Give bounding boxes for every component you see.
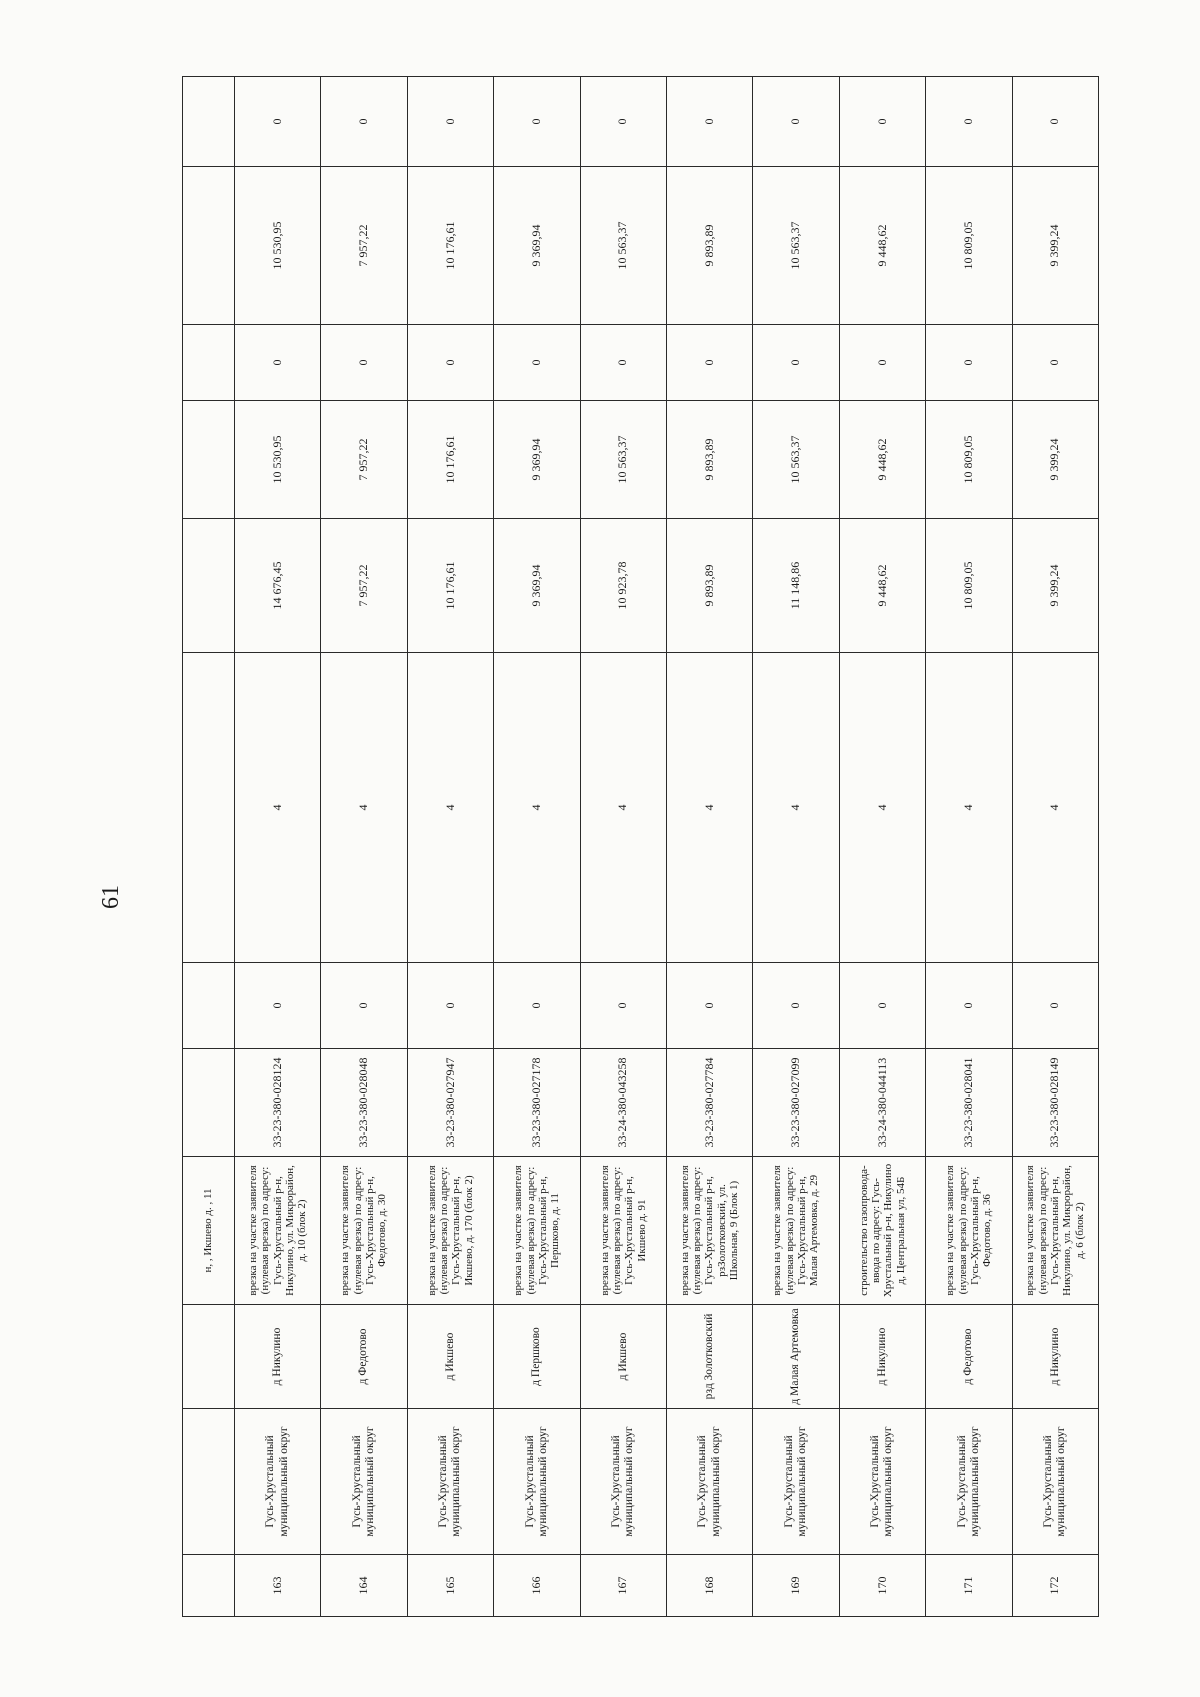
cadastral-code-cell: 33-23-380-027947 (407, 1049, 493, 1157)
value-col6-cell: 9 448,62 (839, 167, 925, 325)
municipality-cell: Гусь-Хрустальный муниципальный округ (839, 1409, 925, 1555)
top-row-cell (183, 1555, 235, 1617)
table-row (666, 77, 752, 1617)
value-col5-cell: 0 (926, 325, 1012, 401)
description-cell: строительство газопровода-ввода по адресу: Гусь-Хрустальный р-н, Никулино д, Центральная ул, 54Б (839, 1157, 925, 1305)
row-number: 169 (753, 1555, 839, 1617)
value-col4-cell: 10 530,95 (235, 401, 321, 519)
value-col5-cell: 0 (494, 325, 580, 401)
value-col3-cell: 10 176,61 (407, 519, 493, 653)
value-col3-cell: 11 148,86 (753, 519, 839, 653)
locality-cell: д Першково (494, 1305, 580, 1409)
registry-table (182, 76, 1099, 1617)
description-cell: врезка на участке заявителя (нулевая врезка) по адресу: Гусь-Хрустальный р-н, Федотово, д. 30 (321, 1157, 407, 1305)
value-col5-cell: 0 (580, 325, 666, 401)
row-number: 166 (494, 1555, 580, 1617)
value-col3-cell: 9 448,62 (839, 519, 925, 653)
value-col5-cell: 0 (753, 325, 839, 401)
value-col4-cell: 9 369,94 (494, 401, 580, 519)
value-col6-cell: 9 893,89 (666, 167, 752, 325)
locality-cell: рзд Золотковский (666, 1305, 752, 1409)
table-row (926, 77, 1012, 1617)
value-col2-cell: 4 (753, 653, 839, 963)
row-number: 170 (839, 1555, 925, 1617)
row-number: 167 (580, 1555, 666, 1617)
municipality-cell: Гусь-Хрустальный муниципальный округ (494, 1409, 580, 1555)
value-col7-cell: 0 (1012, 77, 1098, 167)
value-col6-cell: 10 563,37 (753, 167, 839, 325)
value-col3-cell: 10 923,78 (580, 519, 666, 653)
municipality-cell: Гусь-Хрустальный муниципальный округ (1012, 1409, 1098, 1555)
value-col2-cell: 4 (407, 653, 493, 963)
value-col3-cell: 9 369,94 (494, 519, 580, 653)
value-col1-cell: 0 (235, 963, 321, 1049)
page-number: 61 (98, 885, 124, 909)
locality-cell: д Никулино (235, 1305, 321, 1409)
municipality-cell: Гусь-Хрустальный муниципальный округ (407, 1409, 493, 1555)
top-row-cell (183, 963, 235, 1049)
locality-cell: д Икшево (580, 1305, 666, 1409)
value-col1-cell: 0 (926, 963, 1012, 1049)
value-col7-cell: 0 (926, 77, 1012, 167)
value-col1-cell: 0 (753, 963, 839, 1049)
value-col3-cell: 7 957,22 (321, 519, 407, 653)
value-col2-cell: 4 (926, 653, 1012, 963)
top-row-cell (183, 325, 235, 401)
value-col5-cell: 0 (407, 325, 493, 401)
top-row-cell (183, 77, 235, 167)
municipality-cell: Гусь-Хрустальный муниципальный округ (666, 1409, 752, 1555)
row-number: 163 (235, 1555, 321, 1617)
top-row-cell (183, 1409, 235, 1555)
value-col2-cell: 4 (235, 653, 321, 963)
description-cell: врезка на участке заявителя (нулевая врезка) по адресу: Гусь-Хрустальный р-н, Малая Артемовка, д. 29 (753, 1157, 839, 1305)
municipality-cell: Гусь-Хрустальный муниципальный округ (580, 1409, 666, 1555)
top-row-cell (183, 1305, 235, 1409)
value-col2-cell: 4 (580, 653, 666, 963)
value-col4-cell: 10 563,37 (753, 401, 839, 519)
value-col1-cell: 0 (1012, 963, 1098, 1049)
value-col5-cell: 0 (321, 325, 407, 401)
value-col6-cell: 9 399,24 (1012, 167, 1098, 325)
value-col4-cell: 9 399,24 (1012, 401, 1098, 519)
value-col2-cell: 4 (666, 653, 752, 963)
municipality-cell: Гусь-Хрустальный муниципальный округ (753, 1409, 839, 1555)
locality-cell: д Малая Артемовка (753, 1305, 839, 1409)
top-row-address-cell: н, , Икшево д. , 11 (183, 1157, 235, 1305)
row-number: 172 (1012, 1555, 1098, 1617)
row-number: 168 (666, 1555, 752, 1617)
description-cell: врезка на участке заявителя (нулевая врезка) по адресу: Гусь-Хрустальный р-н, Федотово, д. 36 (926, 1157, 1012, 1305)
locality-cell: д Никулино (1012, 1305, 1098, 1409)
value-col7-cell: 0 (580, 77, 666, 167)
top-row-cell (183, 653, 235, 963)
locality-cell: д Икшево (407, 1305, 493, 1409)
value-col5-cell: 0 (666, 325, 752, 401)
value-col5-cell: 0 (1012, 325, 1098, 401)
value-col3-cell: 14 676,45 (235, 519, 321, 653)
value-col1-cell: 0 (494, 963, 580, 1049)
value-col1-cell: 0 (666, 963, 752, 1049)
value-col2-cell: 4 (321, 653, 407, 963)
value-col4-cell: 9 448,62 (839, 401, 925, 519)
value-col4-cell: 7 957,22 (321, 401, 407, 519)
value-col5-cell: 0 (839, 325, 925, 401)
value-col1-cell: 0 (407, 963, 493, 1049)
cadastral-code-cell: 33-23-380-027784 (666, 1049, 752, 1157)
row-number: 165 (407, 1555, 493, 1617)
description-cell: врезка на участке заявителя (нулевая врезка) по адресу: Гусь-Хрустальный р-н, Першково, д. 11 (494, 1157, 580, 1305)
table-row (494, 77, 580, 1617)
table-row (321, 77, 407, 1617)
table-row (839, 77, 925, 1617)
cadastral-code-cell: 33-23-380-027178 (494, 1049, 580, 1157)
row-number: 171 (926, 1555, 1012, 1617)
description-cell: врезка на участке заявителя (нулевая врезка) по адресу: Гусь-Хрустальный р-н, Никулино, ул. Микрорайон, д. 10 (блок 2) (235, 1157, 321, 1305)
description-cell: врезка на участке заявителя (нулевая врезка) по адресу: Гусь-Хрустальный р-н, Икшево, д. 170 (блок 2) (407, 1157, 493, 1305)
value-col7-cell: 0 (321, 77, 407, 167)
value-col4-cell: 10 563,37 (580, 401, 666, 519)
value-col7-cell: 0 (753, 77, 839, 167)
value-col6-cell: 7 957,22 (321, 167, 407, 325)
cadastral-code-cell: 33-24-380-044113 (839, 1049, 925, 1157)
value-col5-cell: 0 (235, 325, 321, 401)
value-col6-cell: 10 563,37 (580, 167, 666, 325)
cadastral-code-cell: 33-23-380-028048 (321, 1049, 407, 1157)
value-col6-cell: 10 530,95 (235, 167, 321, 325)
locality-cell: д Никулино (839, 1305, 925, 1409)
row-number: 164 (321, 1555, 407, 1617)
value-col4-cell: 10 809,05 (926, 401, 1012, 519)
value-col3-cell: 9 399,24 (1012, 519, 1098, 653)
description-cell: врезка на участке заявителя (нулевая врезка) по адресу: Гусь-Хрустальный р-н, рзЗолотковский, ул. Школьная, 9 (Блок 1) (666, 1157, 752, 1305)
table-row (753, 77, 839, 1617)
value-col2-cell: 4 (839, 653, 925, 963)
value-col7-cell: 0 (407, 77, 493, 167)
value-col6-cell: 10 176,61 (407, 167, 493, 325)
value-col1-cell: 0 (580, 963, 666, 1049)
rotated-table-container (182, 77, 1098, 1617)
cadastral-code-cell: 33-23-380-027099 (753, 1049, 839, 1157)
table-row (580, 77, 666, 1617)
cadastral-code-cell: 33-23-380-028149 (1012, 1049, 1098, 1157)
description-cell: врезка на участке заявителя (нулевая врезка) по адресу: Гусь-Хрустальный р-н, Никулино, ул. Микрорайон, д. 6 (блок 2) (1012, 1157, 1098, 1305)
top-row-cell (183, 401, 235, 519)
value-col6-cell: 9 369,94 (494, 167, 580, 325)
top-row (183, 77, 235, 1617)
top-row-cell (183, 519, 235, 653)
value-col4-cell: 10 176,61 (407, 401, 493, 519)
value-col2-cell: 4 (1012, 653, 1098, 963)
value-col7-cell: 0 (494, 77, 580, 167)
value-col7-cell: 0 (666, 77, 752, 167)
top-row-cell (183, 1049, 235, 1157)
value-col6-cell: 10 809,05 (926, 167, 1012, 325)
value-col4-cell: 9 893,89 (666, 401, 752, 519)
locality-cell: д Федотово (321, 1305, 407, 1409)
municipality-cell: Гусь-Хрустальный муниципальный округ (235, 1409, 321, 1555)
value-col3-cell: 9 893,89 (666, 519, 752, 653)
top-row-cell (183, 167, 235, 325)
value-col1-cell: 0 (839, 963, 925, 1049)
value-col7-cell: 0 (235, 77, 321, 167)
municipality-cell: Гусь-Хрустальный муниципальный округ (321, 1409, 407, 1555)
cadastral-code-cell: 33-23-380-028041 (926, 1049, 1012, 1157)
municipality-cell: Гусь-Хрустальный муниципальный округ (926, 1409, 1012, 1555)
description-cell: врезка на участке заявителя (нулевая врезка) по адресу: Гусь-Хрустальный р-н, Икшево д. 91 (580, 1157, 666, 1305)
value-col7-cell: 0 (839, 77, 925, 167)
locality-cell: д Федотово (926, 1305, 1012, 1409)
value-col2-cell: 4 (494, 653, 580, 963)
cadastral-code-cell: 33-24-380-043258 (580, 1049, 666, 1157)
table-row (407, 77, 493, 1617)
value-col3-cell: 10 809,05 (926, 519, 1012, 653)
cadastral-code-cell: 33-23-380-028124 (235, 1049, 321, 1157)
table-row (235, 77, 321, 1617)
value-col1-cell: 0 (321, 963, 407, 1049)
table-row (1012, 77, 1098, 1617)
